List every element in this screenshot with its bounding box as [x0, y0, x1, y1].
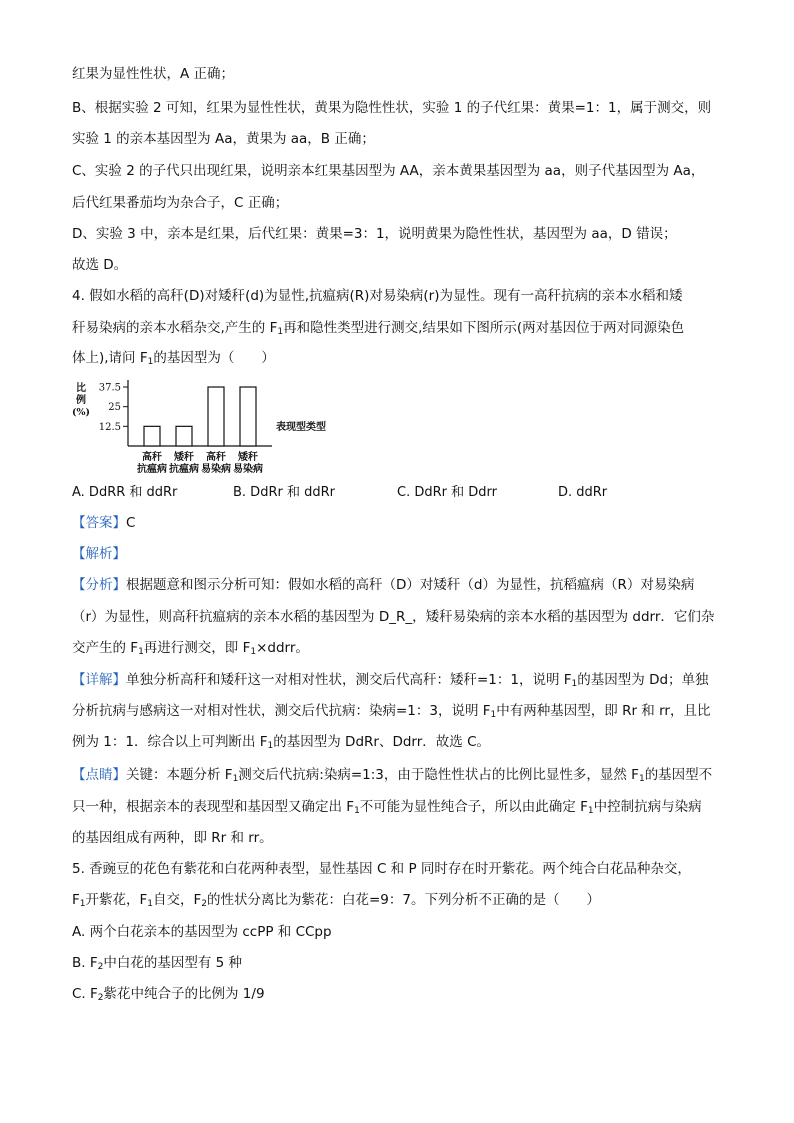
option-d[interactable]: D. ddRr: [558, 485, 608, 500]
xiangjie-line: 例为 1：1．综合以上可判断出 $F_1$的基因型为 DdRr、Ddrr．故选 C。: [72, 734, 490, 751]
q5-stem-line: $F_1$开紫花，$F_1$自交，$F_2$的性状分离比为紫花：白花=9：7。下列分析不正确的是（ ）: [72, 892, 600, 909]
fenxi-line: 交产生的 $F_1$再进行测交，即 $F_1\times ddrr$。: [72, 640, 309, 657]
q4-stem-line: 秆易染病的亲本水稻杂交,产生的 $F_1$再和隐性类型进行测交,结果如下图所示(两对基因位于两对同源染色: [72, 320, 685, 337]
y-axis-label-char: 例: [76, 395, 86, 406]
option-c[interactable]: C. DdRr 和 Ddrr: [397, 485, 497, 500]
answer-value: C: [126, 515, 136, 531]
text-line: 红果为显性性状，A 正确；: [72, 66, 235, 82]
text-line: 后代红果番茄均为杂合子，C 正确；: [72, 195, 289, 211]
fenxi-line: （r）为显性，则高秆抗瘟病的亲本水稻的基因型为 D_R_，矮秆易染病的亲本水稻的基因型为 ddrr．它们杂: [72, 609, 715, 625]
q4-stem-line: 体上),请问 $F_1$的基因型为（ ）: [72, 350, 275, 367]
x-category-label: 高秆: [142, 452, 162, 463]
y-tick-label: 12.5: [98, 421, 121, 433]
bar: [144, 426, 160, 446]
y-axis-label-char: 比: [76, 383, 86, 394]
q5-option-b[interactable]: B. $F_2$中白花的基因型有 5 种: [72, 955, 243, 972]
x-axis-label: 表现型类型: [276, 422, 326, 433]
dianjing-line: 的基因组成有两种，即 Rr 和 rr。: [72, 830, 273, 846]
text-line: D、实验 3 中，亲本是红果，后代红果：黄果=3：1，说明黄果为隐性性状，基因型为 aa，D 错误；: [72, 226, 677, 242]
text-line: C、实验 2 的子代只出现红果，说明亲本红果基因型为 AA，亲本黄果基因型为 aa，则子代基因型为 Aa，: [72, 163, 705, 179]
fenxi-line: 【分析】根据题意和图示分析可知：假如水稻的高秆（D）对矮秆（d）为显性，抗稻瘟病（R）对易染病: [72, 577, 695, 593]
q4-stem-line: 4. 假如水稻的高秆(D)对矮秆(d)为显性,抗瘟病(R)对易染病(r)为显性。现有一高秆抗病的亲本水稻和矮: [72, 288, 683, 304]
y-axis-label-unit: (%): [72, 407, 91, 418]
answer-line: [72, 513, 135, 533]
option-b[interactable]: B. DdRr 和 ddRr: [233, 485, 335, 500]
option-a[interactable]: A. DdRR 和 ddRr: [72, 485, 178, 500]
answer-label: 【答案】: [72, 515, 126, 531]
phenotype-ratio-bar-chart: [72, 378, 342, 478]
x-category-label: 抗瘟病: [137, 464, 167, 475]
dianjing-line: 【点睛】关键：本题分析 $F_1$测交后代抗病:染病=1:3，由于隐性性状占的比例比显性多，显然 $F_1$的基因型不: [72, 767, 713, 784]
text-line: 故选 D。: [72, 257, 128, 273]
q5-option-a[interactable]: A. 两个白花亲本的基因型为 ccPP 和 CCpp: [72, 924, 332, 940]
y-tick-label: 37.5: [98, 382, 121, 394]
x-category-label: 易染病: [201, 464, 231, 475]
x-category-label: 矮秆: [238, 452, 258, 463]
text-line: B、根据实验 2 可知，红果为显性性状，黄果为隐性性状，实验 1 的子代红果：黄果=1：1，属于测交，则: [72, 100, 712, 116]
text-line: 实验 1 的亲本基因型为 Aa，黄果为 aa，B 正确；: [72, 131, 375, 147]
q5-option-c[interactable]: C. $F_2$紫花中纯合子的比例为 1/9: [72, 986, 265, 1003]
bar: [240, 387, 256, 446]
y-tick-label: 25: [108, 402, 121, 414]
xiangjie-line: 【详解】单独分析高秆和矮秆这一对相对性状，测交后代高秆：矮秆=1：1，说明 $F_1$的基因型为 Dd；单独: [72, 672, 709, 689]
analysis-label: 【解析】: [72, 546, 126, 562]
xiangjie-line: 分析抗病与感病这一对相对性状，测交后代抗病：染病=1：3，说明 $F_1$中有两种基因型，即 Rr 和 rr，且比: [72, 703, 711, 720]
x-category-label: 高秆: [206, 452, 226, 463]
bar: [176, 426, 192, 446]
bar: [208, 387, 224, 446]
x-category-label: 抗瘟病: [169, 464, 199, 475]
x-category-label: 矮秆: [174, 452, 194, 463]
x-category-label: 易染病: [233, 464, 263, 475]
q5-stem-line: 5. 香豌豆的花色有紫花和白花两种表型，显性基因 C 和 P 同时存在时开紫花。两个纯合白花品种杂交，: [72, 861, 691, 877]
dianjing-line: 只一种，根据亲本的表现型和基因型又确定出 $F_1$不可能为显性纯合子，所以由此确定 $F_1$中控制抗病与染病: [72, 799, 702, 816]
